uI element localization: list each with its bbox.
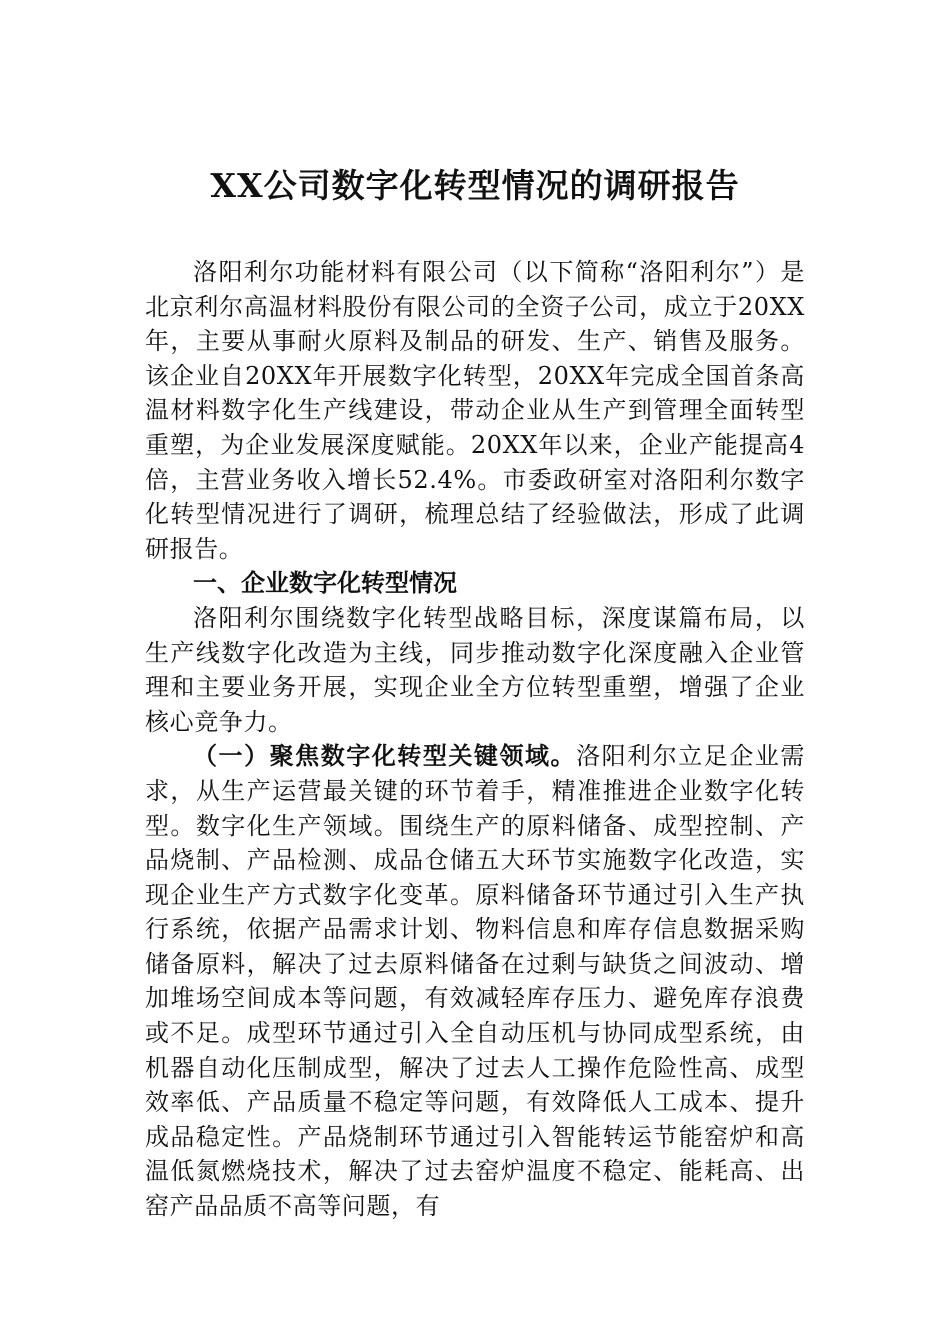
document-body <box>145 255 805 1224</box>
section-heading-1: 一、企业数字化转型情况 <box>193 569 457 598</box>
subsection-1-paragraph <box>145 739 805 1223</box>
document-title: XX公司数字化转型情况的调研报告 <box>210 166 740 205</box>
subsection-1-lead: （一）聚焦数字化转型关键领域。 <box>193 742 577 771</box>
intro-paragraph: 洛阳利尔功能材料有限公司（以下简称“洛阳利尔”）是北京利尔高温材料股份有限公司的全资子公司，成立于20XX年，主要从事耐火原料及制品的研发、生产、销售及服务。该企业自20XX年开展数字化转型，20XX年完成全国首条高温材料数字化生产线建设，带动企业从生产到管理全面转型重塑，为企业发展深度赋能。20XX年以来，企业产能提高4倍，主营业务收入增长52.4%。市委政研室对洛阳利尔数字化转型情况进行了调研，梳理总结了经验做法，形成了此调研报告。 <box>145 258 805 563</box>
section-1-paragraph: 洛阳利尔围绕数字化转型战略目标，深度谋篇布局，以生产线数字化改造为主线，同步推动数字化深度融入企业管理和主要业务开展，实现企业全方位转型重塑，增强了企业核心竞争力。 <box>145 603 805 736</box>
subsection-1-text: 洛阳利尔立足企业需求，从生产运营最关键的环节着手，精准推进企业数字化转型。数字化生产领域。围绕生产的原料储备、成型控制、产品烧制、产品检测、成品仓储五大环节实施数字化改造，实现企业生产方式数字化变革。原料储备环节通过引入生产执行系统，依据产品需求计划、物料信息和库存信息数据采购储备原料，解决了过去原料储备在过剩与缺货之间波动、增加堆场空间成本等问题，有效减轻库存压力、避免库存浪费或不足。成型环节通过引入全自动压机与协同成型系统，由机器自动化压制成型，解决了过去人工操作危险性高、成型效率低、产品质量不稳定等问题，有效降低人工成本、提升成品稳定性。产品烧制环节通过引入智能转运节能窑炉和高温低氮燃烧技术，解决了过去窑炉温度不稳定、能耗高、出窑产品品质不高等问题，有 <box>145 742 806 1221</box>
